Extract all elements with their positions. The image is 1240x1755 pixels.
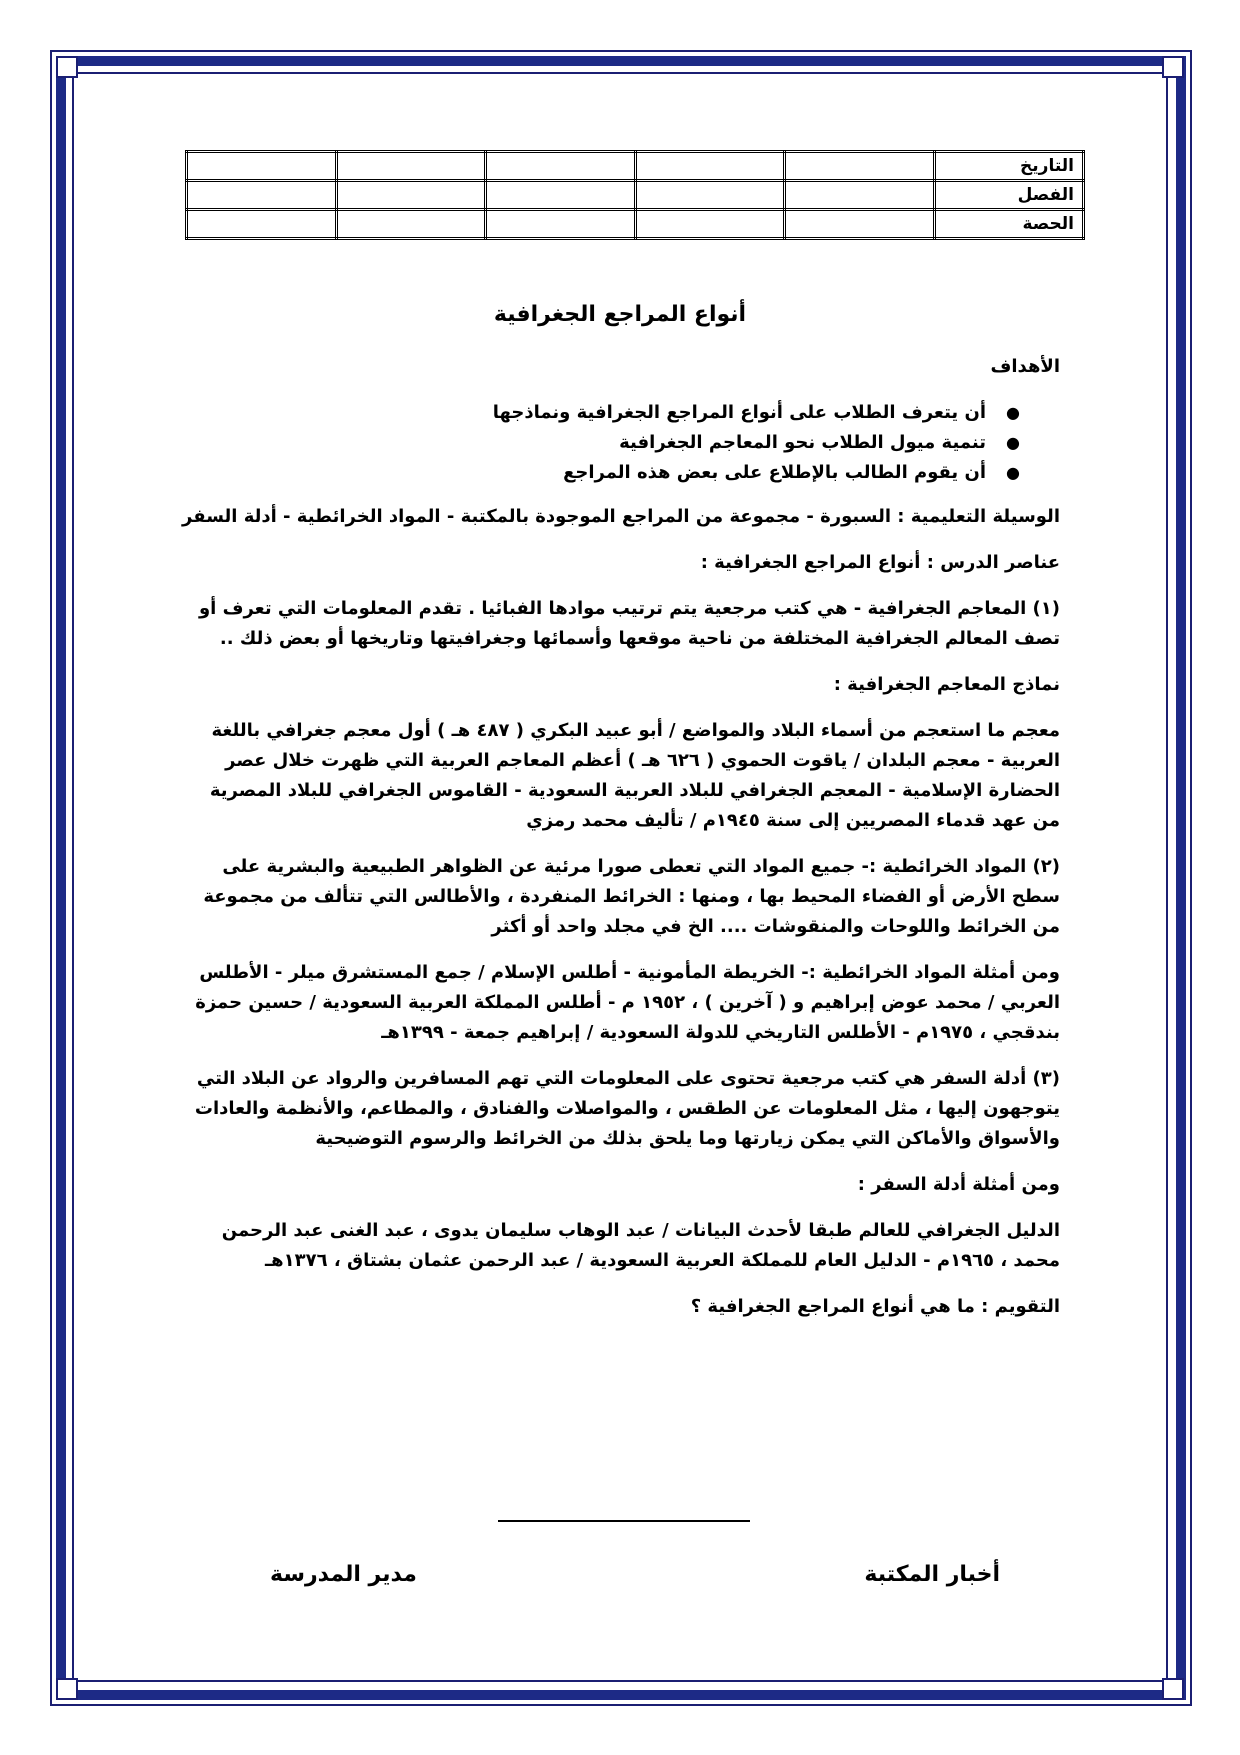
list-item [180, 458, 1020, 488]
border-corner-ornament [1162, 1678, 1184, 1700]
goal-text: أن يتعرف الطلاب على أنواع المراجع الجغرافية ونماذجها [492, 402, 986, 423]
class-label: الفصل [934, 181, 1083, 210]
table-cell [635, 181, 784, 210]
goal-text: أن يقوم الطالب بالإطلاع على بعض هذه المراجع [563, 462, 986, 483]
models-heading: نماذج المعاجم الجغرافية : [833, 674, 1060, 695]
teaching-aid: الوسيلة التعليمية : السبورة - مجموعة من المراجع الموجودة بالمكتبة - المواد الخرائطية - أدلة السفر [182, 506, 1060, 527]
table-cell [486, 181, 635, 210]
table-cell [336, 152, 485, 181]
table-cell [486, 152, 635, 181]
table-cell [187, 210, 337, 239]
table-cell [635, 152, 784, 181]
list-item [180, 428, 1020, 458]
goals-heading: الأهداف [990, 356, 1060, 377]
bullet-icon: ● [1006, 403, 1020, 422]
maps-examples: ومن أمثلة المواد الخرائطية :- الخريطة المأمونية - أطلس الإسلام / جمع المستشرق ميلر - الأطلس العربي / محمد عوض إبراهيم و ( آخرين ) ، ١٩٥٢ م - أطلس المملكة العربية السعودية / حسين حمزة بندقجي ، ١٩٧٥م - الأطلس التاريخي للدولة السعودية / إبراهيم جمعة - ١٣٩٩هـ [195, 962, 1060, 1043]
guides-heading: ومن أمثلة أدلة السفر : [857, 1174, 1060, 1195]
table-cell [336, 210, 485, 239]
table-row [187, 152, 1084, 181]
lesson-content [180, 300, 1060, 1338]
border-corner-ornament [56, 1678, 78, 1700]
table-cell [187, 181, 337, 210]
table-cell [785, 152, 934, 181]
table-cell [486, 210, 635, 239]
table-cell [187, 152, 337, 181]
library-signature-label: أخبار المكتبة [864, 1562, 1000, 1587]
bullet-icon: ● [1006, 463, 1020, 482]
goal-text: تنمية ميول الطلاب نحو المعاجم الجغرافية [619, 432, 986, 453]
table-row [187, 210, 1084, 239]
director-signature-label: مدير المدرسة [270, 1562, 417, 1587]
table-cell [785, 210, 934, 239]
lesson-elements: عناصر الدرس : أنواع المراجع الجغرافية : [700, 552, 1060, 573]
bullet-icon: ● [1006, 433, 1020, 452]
table-cell [336, 181, 485, 210]
border-corner-ornament [1162, 56, 1184, 78]
period-label: الحصة [934, 210, 1083, 239]
list-item [180, 398, 1020, 428]
section-travel-guides: (٣) أدلة السفر هي كتب مرجعية تحتوى على المعلومات التي تهم المسافرين والرواد عن البلاد التي يتوجهون إليها ، مثل المعلومات عن الطقس ، والمواصلات والفنادق ، والمطاعم، والأنظمة والعادات والأسواق والأماكن التي يمكن زيارتها وما يلحق بذلك من الخرائط والرسوم التوضيحية [194, 1068, 1060, 1149]
models-text: معجم ما استعجم من أسماء البلاد والمواضع / أبو عبيد البكري ( ٤٨٧ هـ ) أول معجم جغرافي باللغة العربية - معجم البلدان / ياقوت الحموي ( ٦٢٦ هـ ) أعظم المعاجم العربية التي ظهرت خلال عصر الحضارة الإسلامية - المعجم الجغرافي للبلاد العربية السعودية - القاموس الجغرافي للبلاد المصرية من عهد قدماء المصريين إلى سنة ١٩٤٥م / تأليف محمد رمزي [209, 720, 1060, 831]
evaluation: التقويم : ما هي أنواع المراجع الجغرافية ؟ [690, 1296, 1060, 1317]
goals-list [180, 398, 1060, 488]
page-title: أنواع المراجع الجغرافية [493, 302, 747, 327]
guides-text: الدليل الجغرافي للعالم طبقا لأحدث البيانات / عبد الوهاب سليمان يدوى ، عبد الغنى عبد الرحمن محمد ، ١٩٦٥م - الدليل العام للمملكة العربية السعودية / عبد الرحمن عثمان بشتاق ، ١٣٧٦هـ [221, 1220, 1060, 1271]
table-row [187, 181, 1084, 210]
lesson-info-table [185, 150, 1085, 240]
divider [498, 1520, 750, 1522]
section-cartographic-materials: (٢) المواد الخرائطية :- جميع المواد التي تعطى صورا مرئية عن الظواهر الطبيعية والبشرية على سطح الأرض أو الفضاء المحيط بها ، ومنها : الخرائط المنفردة ، والأطالس التي تتألف من مجموعة من الخرائط واللوحات والمنقوشات .... الخ في مجلد واحد أو أكثر [203, 856, 1060, 937]
border-corner-ornament [56, 56, 78, 78]
table-cell [785, 181, 934, 210]
section-geographic-dictionaries: (١) المعاجم الجغرافية - هي كتب مرجعية يتم ترتيب موادها الفبائيا . تقدم المعلومات التي تعرف أو تصف المعالم الجغرافية المختلفة من ناحية موقعها وأسمائها وجغرافيتها وتاريخها أو بعض ذلك .. [198, 598, 1060, 649]
table-cell [635, 210, 784, 239]
date-label: التاريخ [934, 152, 1083, 181]
